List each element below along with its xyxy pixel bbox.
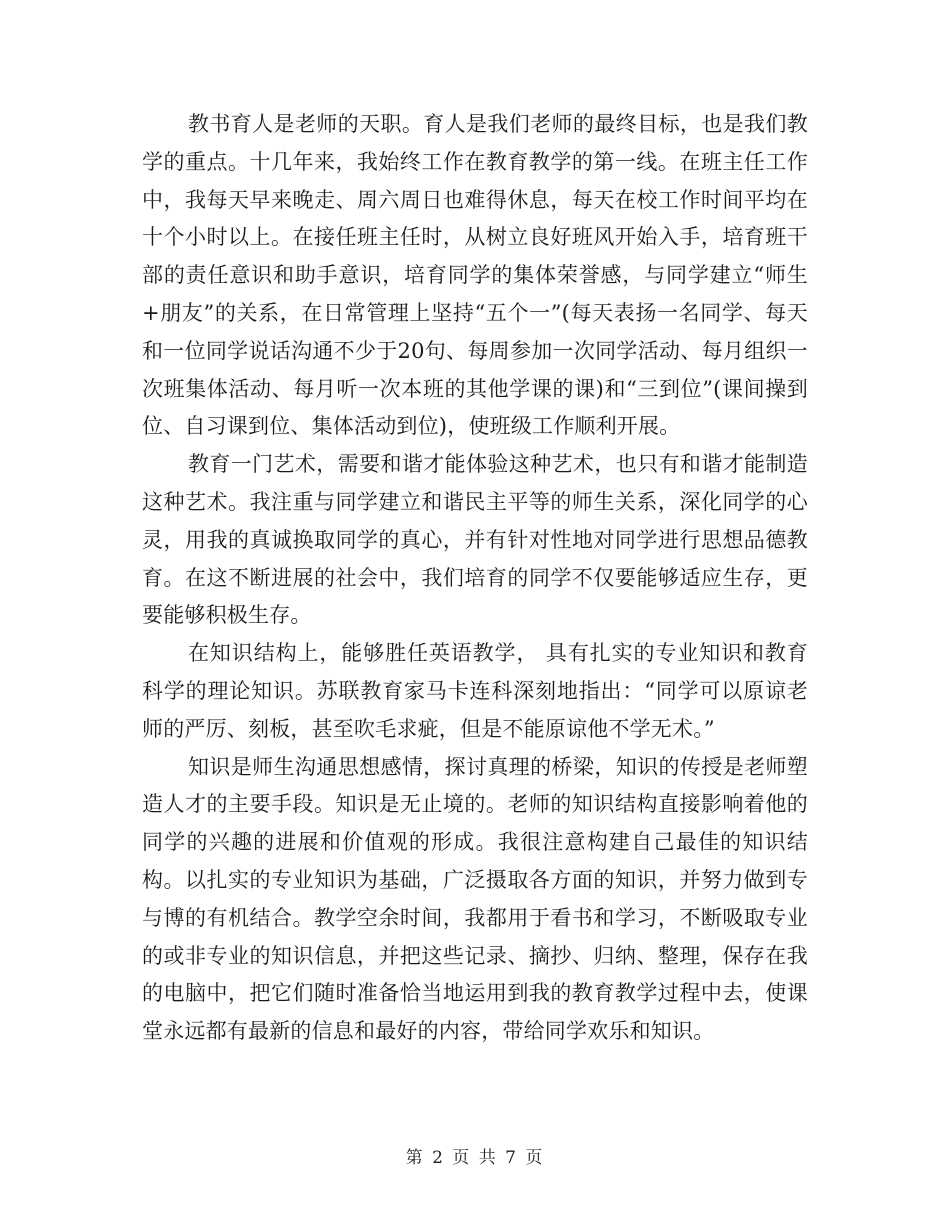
document-body: [142, 106, 808, 1051]
paragraph-4: 知识是师生沟通思想感情，探讨真理的桥梁，知识的传授是老师塑造人才的主要手段。知识是无止境的。老师的知识结构直接影响着他的同学的兴趣的进展和价值观的形成。我很注意构建自己最佳的知识结构。以扎实的专业知识为基础，广泛摄取各方面的知识，并努力做到专与博的有机结合。教学空余时间，我都用于看书和学习，不断吸取专业的或非专业的知识信息，并把这些记录、摘抄、归纳、整理，保存在我的电脑中，把它们随时准备恰当地运用到我的教育教学过程中去，使课堂永远都有最新的信息和最好的内容，带给同学欢乐和知识。: [142, 754, 808, 1044]
paragraph-1: 教书育人是老师的天职。育人是我们老师的最终目标，也是我们教学的重点。十几年来，我始终工作在教育教学的第一线。在班主任工作中，我每天早来晚走、周六周日也难得休息，每天在校工作时间平均在十个小时以上。在接任班主任时，从树立良好班风开始入手，培育班干部的责任意识和助手意识，培育同学的集体荣誉感，与同学建立“师生+朋友”的关系，在日常管理上坚持“五个一”(每天表扬一名同学、每天和一位同学说话沟通不少于20句、每周参加一次同学活动、每月组织一次班集体活动、每月听一次本班的其他学课的课)和“三到位”(课间操到位、自习课到位、集体活动到位)，使班级工作顺利开展。: [142, 112, 808, 439]
paragraph-3: 在知识结构上，能够胜任英语教学， 具有扎实的专业知识和教育科学的理论知识。苏联教育家马卡连科深刻地指出：“同学可以原谅老师的严厉、刻板，甚至吹毛求疵，但是不能原谅他不学无术。”: [142, 641, 808, 741]
page-number-footer: 第 2 页 共 7 页: [405, 1148, 545, 1168]
paragraph-2: 教育一门艺术，需要和谐才能体验这种艺术，也只有和谐才能制造这种艺术。我注重与同学建立和谐民主平等的师生关系，深化同学的心灵，用我的真诚换取同学的真心，并有针对性地对同学进行思想品德教育。在这不断进展的社会中，我们培育的同学不仅要能够适应生存，更要能够积极生存。: [142, 452, 808, 628]
